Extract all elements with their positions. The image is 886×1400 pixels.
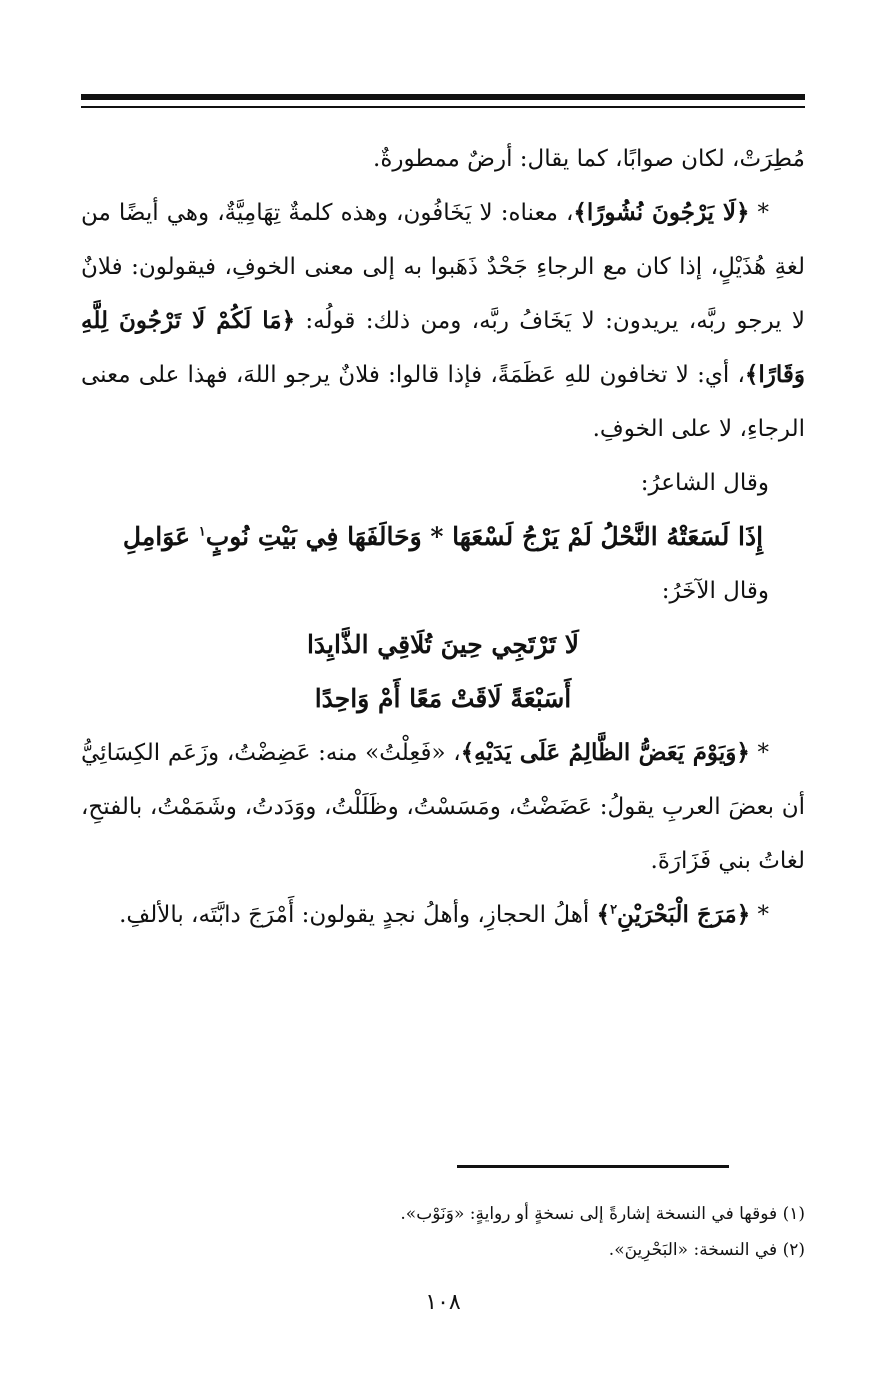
verse-hemistich-end: عَوَامِلِ	[122, 522, 191, 551]
rajaz-line: لَا تَرْتَجِي حِينَ تُلَاقِي الذَّايِدَا	[306, 630, 580, 659]
commentary-text: أهلُ الحجازِ، وأهلُ نجدٍ يقولون: أَمْرَجَ دابَّتَه، بالألفِ.	[119, 902, 597, 928]
paragraph-maraja	[81, 888, 805, 942]
footnote-reference: ٢	[610, 902, 618, 918]
asterisk-marker: *	[757, 200, 769, 226]
footnote: (٢) في النسخة: «البَحْرِينَ».	[608, 1240, 805, 1260]
asterisk-marker: *	[757, 902, 769, 928]
verse-hemistich: وَحَالَفَهَا فِي بَيْتِ نُوبٍ	[205, 522, 422, 551]
text-line: مُطِرَتْ، لكان صوابًا، كما يقال: أرضٌ ممطورةٌ.	[373, 146, 805, 172]
paragraph-continuation	[81, 132, 805, 186]
header-double-rule	[81, 94, 805, 108]
footnote: (١) فوقها في النسخة إشارةً إلى نسخةٍ أو روايةٍ: «وَنَوْب».	[400, 1204, 805, 1224]
quran-quote: ﴿وَيَوْمَ يَعَضُّ الظَّالِمُ عَلَى يَدَيْهِ﴾	[460, 739, 750, 766]
verse-separator: *	[430, 522, 444, 551]
commentary-text: ، أي: لا تخافون للهِ عَظَمَةً، فإذا قالوا: فلانٌ يرجو اللهَ، فهذا على معنى الرجاءِ، لا على الخوفِ.	[81, 362, 805, 442]
poetry-verse	[81, 510, 805, 564]
quran-quote: ﴿لَا يَرْجُونَ نُشُورًا﴾	[573, 199, 750, 226]
page-number: ١٠٨	[425, 1290, 461, 1315]
poet-intro: وقال الشاعرُ:	[640, 470, 769, 496]
poet-intro: وقال الآخَرُ:	[661, 578, 769, 604]
footnote-separator	[457, 1165, 729, 1168]
commentary-text: ، «فَعِلْتُ» منه: عَضِضْتُ، وزَعَم الكِسَائِيُّ أن بعضَ العربِ يقولُ: عَضَضْتُ، ومَسَسْتُ، وظَلَلْتُ، ووَدَدتُ، وشَمَمْتُ، بالفتحِ، لغاتُ بني فَزَارَةَ.	[81, 740, 805, 874]
paragraph-nushuran	[81, 186, 805, 456]
rajaz-line: أَسَبْعَةً لَاقَتْ مَعًا أَمْ وَاحِدًا	[314, 684, 572, 713]
paragraph-yaaddu	[81, 726, 805, 888]
asterisk-marker: *	[757, 740, 770, 766]
footnote-reference: ١	[198, 524, 206, 540]
verse-hemistich: إِذَا لَسَعَتْهُ النَّحْلُ لَمْ يَرْجُ لَسْعَهَا	[452, 522, 764, 551]
quran-quote: ﴿مَرَجَ الْبَحْرَيْنِ$^٢$﴾	[596, 901, 751, 928]
footnotes	[81, 1196, 805, 1268]
quran-quote: ﴿مَا لَكُمْ لَا تَرْجُونَ لِلَّهِ وَقَارًا﴾	[81, 307, 805, 388]
main-text	[81, 132, 805, 942]
commentary-text: ، معناه: لا يَخَافُون، وهذه كلمةٌ تِهَامِيَّةٌ، وهي أيضًا من لغةِ هُذَيْلٍ، إذا كان مع الرجاءِ جَحْدٌ ذَهَبوا به إلى معنى الخوفِ، فيقولون: فلانٌ لا يرجو ربَّه، يريدون: لا يَخَافُ ربَّه، ومن ذلك: قولُه:	[81, 200, 805, 334]
